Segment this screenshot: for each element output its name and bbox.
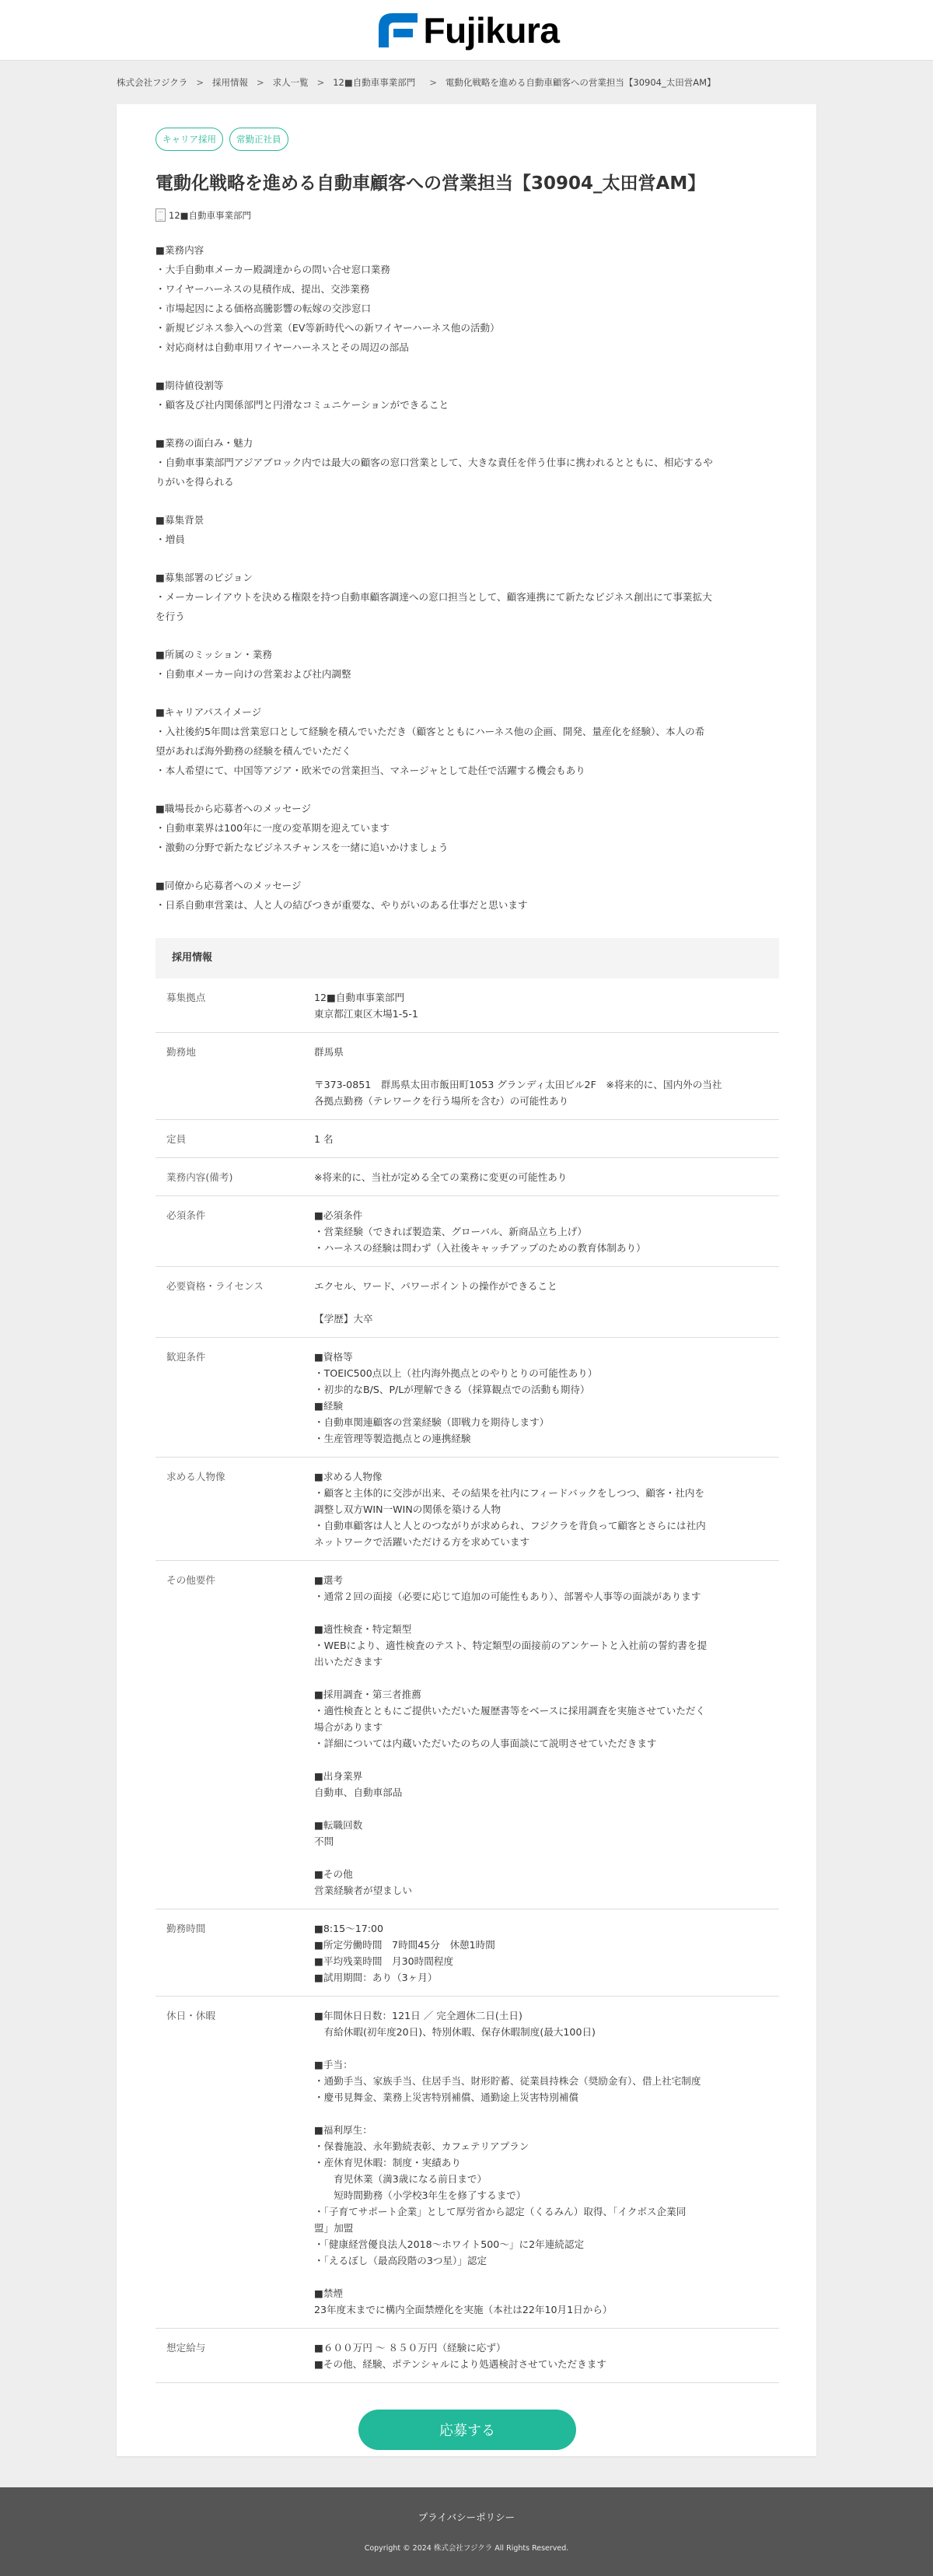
description-line: ・自動車業界は100年に一度の変革期を迎えています — [156, 822, 390, 835]
description-heading: ■キャリアパスイメージ — [156, 706, 262, 719]
building-icon — [156, 208, 166, 222]
info-value — [314, 1267, 779, 1338]
info-label: 勤務地 — [166, 1046, 196, 1059]
info-value-line: 有給休暇(初年度20日)、特別休暇、保存休暇制度(最大100日) — [314, 2026, 596, 2039]
info-value-line: 各拠点勤務（テレワークを行う場所を含む）の可能性あり — [314, 1095, 569, 1108]
info-value-line: 営業経験者が望ましい — [314, 1885, 412, 1897]
job-title: 電動化戦略を進める自動車顧客への営業担当【30904_太田営AM】 — [156, 173, 706, 194]
description-heading: ■期待値役割等 — [156, 380, 224, 392]
info-value-line: ※将来的に、当社が定める全ての業務に変更の可能性あり — [314, 1171, 568, 1184]
info-value-line: ・自動車顧客は人と人とのつながりが求められ、フジクラを背負って顧客とさらには社内 — [314, 1520, 706, 1532]
description-line: ・自動車事業部門アジアブロック内では最大の顧客の窓口営業として、大きな責任を伴う仕事に携われるとともに、相応するや — [156, 457, 713, 469]
info-value-line: ■所定労働時間 7時間45分 休憩1時間 — [314, 1939, 495, 1951]
copyright-text: Copyright © 2024 株式会社フジクラ All Rights Reserved. — [364, 2544, 569, 2553]
description-line: ・対応商材は自動車用ワイヤーハーネスとその周辺の部品 — [156, 341, 409, 354]
info-value — [314, 1338, 779, 1458]
info-label: 必須条件 — [166, 1209, 206, 1222]
privacy-policy-link[interactable]: プライバシーポリシー — [418, 2511, 515, 2523]
tag-fulltime: 常勤正社員 — [229, 128, 288, 151]
department-name: 12■自動車事業部門 — [169, 209, 251, 221]
info-value-line: 出いただきます — [314, 1656, 383, 1668]
info-value-line: ■8:15〜17:00 — [314, 1923, 384, 1935]
info-value-line — [314, 1752, 774, 1768]
info-row — [156, 1909, 779, 1997]
info-value-line — [314, 2040, 774, 2056]
description-line: ・ワイヤーハーネスの見積作成、提出、交渉業務 — [156, 283, 370, 296]
breadcrumb-recruit[interactable]: 採用情報 — [211, 77, 248, 88]
info-value-line: ・通常２回の面接（必要に応じて追加の可能性もあり）、部署や人事等の面談があります — [314, 1591, 701, 1603]
info-value-line: ・「健康経営優良法人2018〜ホワイト500〜」に2年連続認定 — [314, 2238, 585, 2251]
info-value-line: ■適性検査・特定類型 — [314, 1623, 412, 1636]
info-value-line — [314, 1670, 774, 1686]
description-heading: ■所属のミッション・業務 — [156, 649, 272, 661]
info-value-line: エクセル、ワード、パワーポイントの操作ができること — [314, 1280, 557, 1293]
info-row — [156, 1561, 779, 1909]
info-value-line: 場合があります — [314, 1721, 383, 1734]
info-value-line: 不問 — [314, 1836, 334, 1848]
info-value-line — [314, 1801, 774, 1817]
site-header — [0, 0, 933, 61]
job-description — [156, 240, 779, 915]
info-value-line — [314, 1850, 774, 1866]
description-line: ・自動車メーカー向けの営業および社内調整 — [156, 668, 351, 681]
description-section — [156, 568, 779, 626]
info-value-line: ・「えるぼし（最高段階の3つ星）」認定 — [314, 2255, 487, 2267]
description-heading: ■募集背景 — [156, 514, 204, 527]
info-label: その他要件 — [166, 1574, 215, 1587]
info-value-line: ・TOEIC500点以上（社内海外拠点とのやりとりの可能性あり） — [314, 1367, 598, 1380]
info-row — [156, 1196, 779, 1267]
info-value-line: ■必須条件 — [314, 1209, 363, 1222]
description-section — [156, 876, 779, 915]
info-label: 募集拠点 — [166, 992, 206, 1004]
info-value-line: ■試用期間：あり（3ヶ月） — [314, 1972, 438, 1984]
description-section — [156, 240, 779, 357]
apply-button[interactable]: 応募する — [358, 2410, 576, 2450]
info-value-line: ■採用調査・第三者推薦 — [314, 1689, 421, 1701]
info-value-line: ・適性検査とともにご提供いただいた履歴書等をベースに採用調査を実施させていただく — [314, 1705, 706, 1717]
info-label: 求める人物像 — [166, 1471, 225, 1483]
info-value-line: ■転職回数 — [314, 1819, 363, 1832]
description-section — [156, 702, 779, 780]
description-line: ・入社後約5年間は営業窓口として経験を積んでいただき（顧客とともにハーネス他の企画、開発、量産化を経験）、本人の希 — [156, 726, 705, 738]
info-row — [156, 978, 779, 1033]
info-value-line: ・初歩的なB/S、P/Lが理解できる（採算観点での活動も期待） — [314, 1384, 590, 1396]
info-value — [314, 1909, 779, 1997]
info-value-line: ■手当： — [314, 2059, 353, 2071]
info-value — [314, 1561, 779, 1909]
info-label: 休日・休暇 — [166, 2010, 215, 2022]
description-section — [156, 645, 779, 684]
breadcrumb-separator: > — [429, 77, 437, 88]
breadcrumb-separator: > — [196, 77, 204, 88]
info-value-line — [314, 2105, 774, 2122]
tag-career: キャリア採用 — [156, 128, 223, 151]
description-line: ・本人希望にて、中国等アジア・欧米での営業担当、マネージャとして赴任で活躍する機会もあり — [156, 765, 585, 777]
info-value-line: ■６００万円 〜 ８５０万円（経験に応ず） — [314, 2342, 506, 2354]
info-value-line: ・詳細については内蔵いただいたのちの人事面談にて説明させていただきます — [314, 1738, 657, 1750]
info-row — [156, 1338, 779, 1458]
info-value-line: ・生産管理等製造拠点との連携経験 — [314, 1433, 471, 1445]
description-line: ・新規ビジネス参入への営業（EV等新時代への新ワイヤーハーネス他の活動） — [156, 322, 500, 334]
info-value — [314, 978, 779, 1033]
info-value-line: ■その他 — [314, 1868, 353, 1881]
breadcrumb-separator: > — [256, 77, 264, 88]
info-value-line: ■資格等 — [314, 1351, 353, 1363]
info-value-line: ■選考 — [314, 1574, 344, 1587]
description-line: ・顧客及び社内関係部門と円滑なコミュニケーションができること — [156, 399, 449, 411]
description-section — [156, 510, 779, 549]
description-heading: ■募集部署のビジョン — [156, 572, 253, 584]
info-value-line: 短時間勤務（小学校3年生を修了するまで） — [314, 2189, 526, 2202]
info-value-line: ・慶弔見舞金、業務上災害特別補償、通勤途上災害特別補償 — [314, 2091, 579, 2104]
info-value-line: 1 名 — [314, 1133, 334, 1146]
info-value-line: ・産休育児休暇：制度・実績あり — [314, 2157, 461, 2169]
description-line: ・市場起因による価格高騰影響の転嫁の交渉窓口 — [156, 303, 372, 315]
info-value — [314, 1196, 779, 1267]
info-value — [314, 1120, 779, 1158]
department-row — [156, 208, 779, 222]
site-footer — [0, 2487, 933, 2576]
info-label: 歓迎条件 — [166, 1351, 206, 1363]
info-label: 勤務時間 — [166, 1923, 206, 1935]
info-value-line: ■出身業界 — [314, 1770, 363, 1783]
info-label: 必要資格・ライセンス — [166, 1280, 264, 1293]
info-value — [314, 2329, 779, 2383]
info-value-line: 〒373-0851 群馬県太田市飯田町1053 グランディ太田ビル2F ※将来的に、国内外の当社 — [314, 1079, 722, 1091]
breadcrumb-separator: > — [316, 77, 325, 88]
info-value-line: ネットワークで活躍いただける方を求めています — [314, 1536, 530, 1549]
info-value-line: 盟」加盟 — [314, 2222, 354, 2235]
description-line: ・メーカーレイアウトを決める権限を持つ自動車顧客調達への窓口担当として、顧客連携にて新たなビジネス創出にて事業拡大 — [156, 591, 712, 604]
description-line: 望があれば海外勤務の経験を積んでいただく — [156, 745, 351, 758]
fujikura-logo[interactable] — [374, 0, 560, 61]
info-section-header: 採用情報 — [156, 938, 779, 978]
info-row — [156, 1158, 779, 1196]
info-value-line: ■禁煙 — [314, 2287, 344, 2300]
breadcrumb-current: 電動化戦略を進める自動車顧客への営業担当【30904_太田営AM】 — [445, 77, 716, 88]
info-value-line: 育児休業（満3歳になる前日まで） — [314, 2173, 487, 2186]
breadcrumb-company[interactable]: 株式会社フジクラ — [117, 77, 188, 88]
info-value-line: 調整し双方WIN一WINの関係を築ける人物 — [314, 1503, 501, 1516]
description-heading: ■職場長から応募者へのメッセージ — [156, 803, 312, 815]
info-label: 定員 — [166, 1133, 187, 1146]
info-value-line: ■求める人物像 — [314, 1471, 383, 1483]
info-value-line — [314, 2269, 774, 2285]
info-value — [314, 1458, 779, 1561]
info-value-line: 12■自動車事業部門 — [314, 992, 405, 1004]
info-value — [314, 1997, 779, 2329]
info-value — [314, 1158, 779, 1196]
breadcrumb-job-list[interactable]: 求人一覧 — [272, 77, 309, 88]
fujikura-logo-mark-icon — [374, 7, 421, 54]
info-value-line: ・顧客と主体的に交渉が出来、その結果を社内にフィードバックをしつつ、顧客・社内を — [314, 1487, 704, 1500]
info-value-line: 東京都江東区木場1-5-1 — [314, 1008, 418, 1020]
info-value-line: ・営業経験（できれば製造業、グローバル、新商品立ち上げ） — [314, 1226, 587, 1238]
info-value-line — [314, 1060, 774, 1076]
info-value-line: 23年度末までに構内全面禁煙化を実施（本社は22年10月1日から） — [314, 2304, 613, 2316]
description-line: りがいを得られる — [156, 476, 234, 488]
info-value-line: 自動車、自動車部品 — [314, 1787, 403, 1799]
description-heading: ■業務内容 — [156, 244, 204, 257]
info-value-line: ■年間休日日数：121日 ／ 完全週休二日(土日) — [314, 2010, 522, 2022]
breadcrumb-department[interactable]: 12■自動車事業部門 — [333, 77, 416, 88]
description-line: ・大手自動車メーカー殿調達からの問い合せ窓口業務 — [156, 264, 390, 276]
logo-text: Fujikura — [423, 9, 560, 51]
info-row — [156, 2329, 779, 2383]
info-value-line: 群馬県 — [314, 1046, 344, 1059]
description-section — [156, 799, 779, 857]
description-line: ・激動の分野で新たなビジネスチャンスを一緒に追いかけましょう — [156, 842, 449, 854]
description-heading: ■同僚から応募者へのメッセージ — [156, 880, 302, 892]
info-value-line: ■平均残業時間 月30時間程度 — [314, 1955, 454, 1968]
info-row — [156, 1033, 779, 1120]
info-value — [314, 1033, 779, 1120]
description-section — [156, 433, 779, 492]
info-value-line: ・保養施設、永年勤続表彰、カフェテリアプラン — [314, 2140, 529, 2153]
info-value-line: ・「子育てサポート企業」として厚労省から認定（くるみん）取得、「イクボス企業同 — [314, 2206, 687, 2218]
info-value-line: ・ハーネスの経験は問わず（入社後キャッチアップのための教育体制あり） — [314, 1242, 646, 1255]
info-label: 想定給与 — [166, 2342, 206, 2354]
info-label: 業務内容(備考) — [166, 1171, 233, 1184]
info-row — [156, 1120, 779, 1158]
info-value-line: ・通勤手当、家族手当、住居手当、財形貯蓄、従業員持株会（奨励金有）、借上社宅制度 — [314, 2075, 701, 2088]
info-row — [156, 1267, 779, 1338]
breadcrumb — [117, 61, 816, 104]
info-value-line: ・自動車関連顧客の営業経験（即戦力を期待します） — [314, 1416, 550, 1429]
description-heading: ■業務の面白み・魅力 — [156, 437, 253, 450]
description-line: ・日系自動車営業は、人と人の結びつきが重要な、やりがいのある仕事だと思います — [156, 899, 528, 912]
job-tags — [156, 128, 779, 151]
description-line: ・増員 — [156, 534, 185, 546]
info-value-line: ■経験 — [314, 1400, 344, 1412]
info-value-line — [314, 1605, 774, 1621]
info-row — [156, 1458, 779, 1561]
info-row — [156, 1997, 779, 2329]
description-section — [156, 376, 779, 415]
info-value-line: ■福利厚生： — [314, 2124, 372, 2137]
job-detail-card — [117, 104, 816, 2456]
info-value-line: ■その他、経験、ポテンシャルにより処遇検討させていただきます — [314, 2358, 606, 2371]
recruitment-info-table — [156, 978, 779, 2383]
info-value-line — [314, 1294, 774, 1311]
info-value-line: 【学歴】大卒 — [314, 1313, 373, 1325]
description-line: を行う — [156, 611, 185, 623]
info-value-line: ・WEBにより、適性検査のテスト、特定類型の面接前のアンケートと入社前の誓約書を提 — [314, 1640, 708, 1652]
